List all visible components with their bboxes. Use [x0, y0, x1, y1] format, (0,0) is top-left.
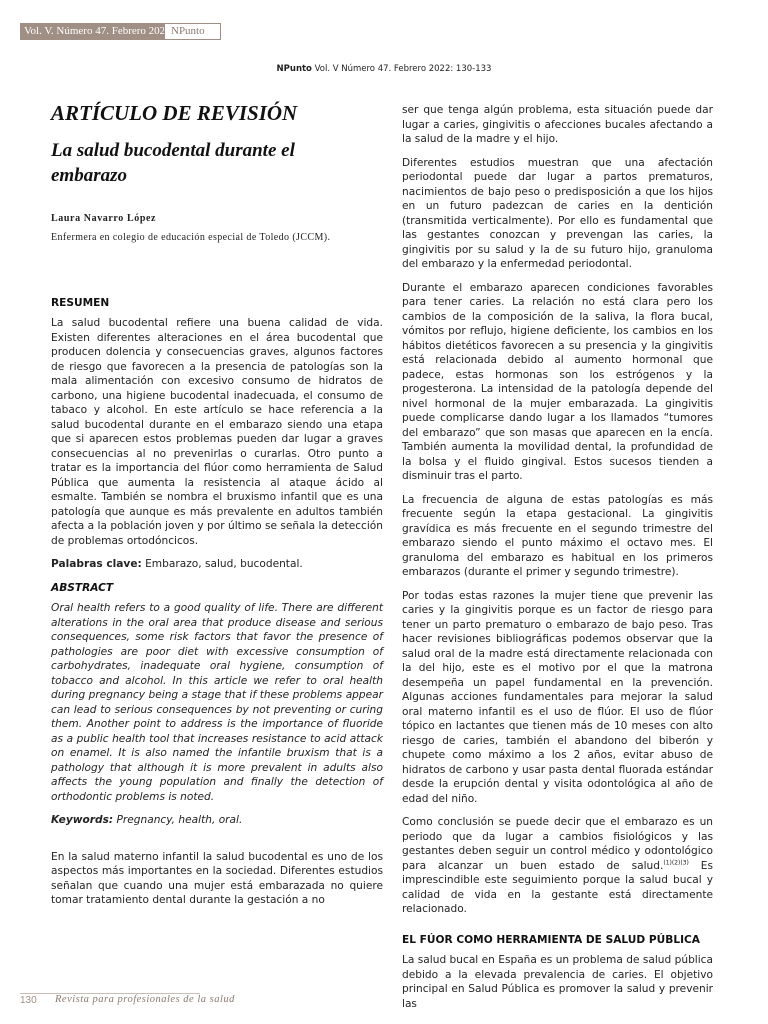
running-head [0, 64, 768, 74]
page-number: 130 [20, 995, 37, 1006]
section-heading: EL FÚOR COMO HERRAMIENTA DE SALUD PÚBLICA [402, 933, 700, 946]
spacer [51, 244, 383, 296]
body-paragraph: Por todas estas razones la mujer tiene que prevenir las caries y la gingivitis porque es un factor de riesgo para tener un parto prematuro o embarazo de bajo peso. Tras hacer revisiones bibliográficas podemos observar que la salud oral de la madre está directamente relacionada con la del hijo, este es el motivo por el que la matrona desempeña un papel fundamental en la prevención. Algunas acciones fundamentales para mejorar la salud oral materno infantil es el uso de flúor. El uso de flúor tópico en lactantes que tienen más de 10 meses con alto riesgo de caries, también el abandono del biberón y chupete como máximo a los 2 años, evitar abuso de hidratos de carbono y usar pasta dental fluorada estándar desde la erupción dental y visita odontológica al año de edad del niño. [402, 589, 713, 805]
abstract-text: Oral health refers to a good quality of life. There are different alterations in the oral area that produce disease and serious consequences, some risk factors that favor the presence of pathologies are poor diet with excessive consumption of carbohydrates, inadequate oral hygiene, consumption of tobacco and alcohol. In this article we refer to oral health during pregnancy being a stage that if these problems appear can lead to serious consequences by not preventing or curing them. Another point to address is the importance of fluoride as a public health tool that increases resistance to acid attack on enamel. It is also named the infantile bruxism that is a pathology that although it is more prevalent in adults also affects the young population and finally the detection of orthodontic problems is noted. [51, 602, 383, 803]
resumen-text: La salud bucodental refiere una buena calidad de vida. Existen diferentes alteraciones en el área bucodental que producen dolencia y consecuencias graves, algunos factores de riesgo que favorecen a la presencia de patologías son la mala alimentación con excesivo consumo de hidratos de carbono, una higiene bucodental inadecuada, el consumo de tabaco y alcohol. En este artículo se hace referencia a la salud bucodental durante en el embarazo siendo una etapa que si aparecen estos problemas pueden dar lugar a graves consecuencias al no prevenirlas o curarlas. Otro punto a tratar es la importancia del flúor como herramienta de Salud Pública que aumenta la resistencia al ataque ácido al esmalte. También se nombra el bruxismo infantil que es una patología que aunque es más prevalente en adultos también afecta a la población joven y por último se señala la detección de problemas ortodóncicos. [51, 317, 383, 547]
keywords-label: Palabras clave: [51, 558, 142, 570]
body-paragraph-conclusion [402, 815, 713, 917]
article-title: La salud bucodental durante el embarazo [51, 140, 295, 186]
body-intro: En la salud materno infantil la salud bucodental es uno de los aspectos más importantes en la sociedad. Diferentes estudios señalan que cuando una mujer está embarazada no quiere tomar tratamiento dental durante la gestación a no [51, 850, 383, 906]
keywords-value-en: Pregnancy, health, oral. [113, 814, 243, 826]
author-name: Laura Navarro López [51, 213, 157, 224]
left-column [51, 100, 383, 917]
body-paragraph: Durante el embarazo aparecen condiciones favorables para tener caries. La relación no está clara pero los cambios de la composición de la saliva, la flora bucal, vómitos por reflujo, higiene deficiente, los cambios en los hábitos dietéticos favorecen a su presencia y la gingivitis está relacionada debido al aumento hormonal que padece, estas hormonas son los estrógenos y la progesterona. La intensidad de la patología depende del nivel hormonal de la mujer embarazada. La gingivitis puede complicarse dando lugar a los llamados “tumores del embarazo” que son masas que aparecen en la encía. También aumenta la movilidad dental, la profundidad de la bolsa y el fluido gingival. Estos sucesos tienden a disminuir tras el parto. [402, 281, 713, 482]
running-head-journal: NPunto [276, 64, 312, 74]
conclusion-text: Como conclusión se puede decir que el embarazo es un periodo que da lugar a cambios fisiológicos y las gestantes deben seguir un control médico y odontológico para alcanzar un buen estado de salud. [402, 816, 713, 872]
footer-tagline: Revista para profesionales de la salud [55, 994, 235, 1005]
conclusion-text-cont: Es imprescindible este seguimiento porque la salud bucal y calidad de vida en la gestante está directamente relacionado. [402, 859, 713, 915]
right-column [402, 103, 713, 1020]
keywords-label-en: Keywords: [51, 814, 114, 826]
abstract-heading: ABSTRACT [51, 581, 114, 594]
volume-tab: Vol. V. Número 47. Febrero 2022 [20, 23, 164, 40]
body-paragraph: La frecuencia de alguna de estas patologías es más frecuente según la etapa gestacional. La gingivitis gravídica es más frecuente en el segundo trimestre del embarazo siendo el punto máximo el octavo mes. El granuloma del embarazo es habitual en los primeros embarazos (durante el primer y segundo trimestre). [402, 493, 713, 578]
journal-tab: NPunto [164, 23, 221, 40]
resumen-heading: RESUMEN [51, 296, 110, 309]
body-paragraph: La salud bucal en España es un problema de salud pública debido a la elevada prevalencia de caries. El objetivo principal en Salud Pública es promover la salud y prevenir las [402, 954, 713, 1010]
resumen-keywords [51, 557, 383, 572]
body-paragraph: ser que tenga algún problema, esta situación puede dar lugar a caries, gingivitis o afecciones bucales afectando a la salud de la madre y el hijo. [402, 104, 713, 145]
body-paragraph: Diferentes estudios muestran que una afectación periodontal puede dar lugar a partos prematuros, nacimientos de bajo peso o predisposición a que los hijos en un futuro padezcan de caries en la dentición (transmitida verticalmente). Por ello es fundamental que las gestantes conozcan y prevengan las caries, la gingivitis por su salud y la de su futuro hijo, granuloma del embarazo y la enfermedad periodontal. [402, 156, 713, 270]
article-type: ARTÍCULO DE REVISIÓN [51, 101, 298, 125]
abstract-keywords [51, 813, 383, 828]
author-affiliation: Enfermera en colegio de educación especial de Toledo (JCCM). [51, 231, 331, 243]
keywords-value: Embarazo, salud, bucodental. [141, 558, 303, 570]
citation-refs: (1)(2)(3) [663, 858, 689, 866]
running-head-citation: Vol. V Número 47. Febrero 2022: 130-133 [311, 64, 492, 74]
